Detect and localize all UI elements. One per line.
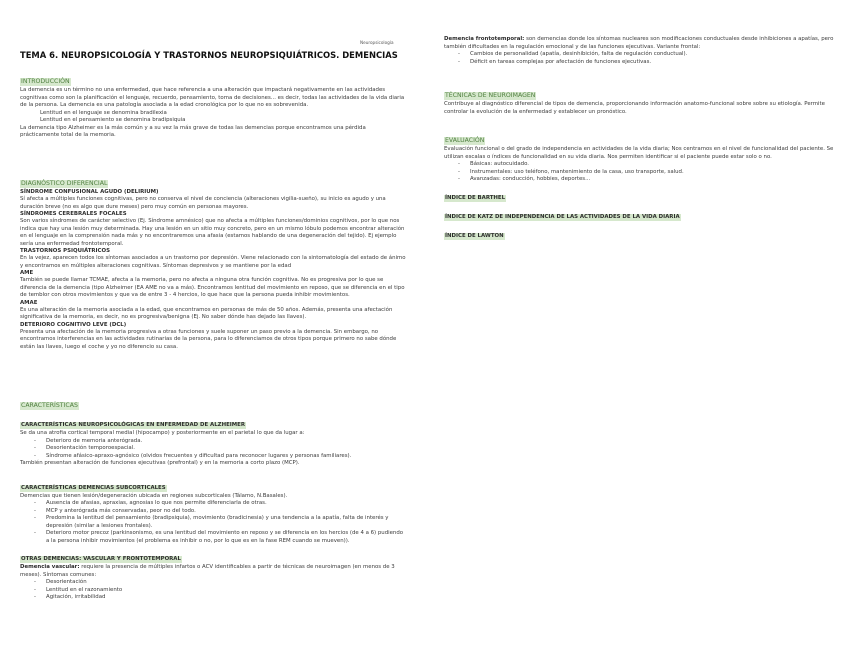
- subcortical-intro: Demencias que tienen lesión/degeneración ubicada en regiones subcorticales (Tálamo, N.Basales).: [20, 492, 288, 499]
- katz-index-heading: ÍNDICE DE KATZ DE INDEPENDENCIA DE LAS ACTIVIDADES DE LA VIDA DIARIA: [445, 213, 680, 220]
- amae-text: Es una alteración de la memoria asociada a la edad, que encontramos en personas de más de 50 años. Además, presenta una afectación significativa de la memoria, es decir, no es progresiva/benigna (Ej. No saber dónde has dejado las llaves).: [20, 306, 393, 320]
- intro-heading: INTRODUCCIÓN: [21, 78, 70, 85]
- page-title: TEMA 6. NEUROPSICOLOGÍA Y TRASTORNOS NEUROPSIQUIÁTRICOS. DEMENCIAS: [20, 50, 398, 60]
- list-item: - Cambios de personalidad (apatía, desinhibición, falta de regulación conductual).: [470, 51, 836, 59]
- alzheimer-list: [20, 438, 406, 461]
- delirium-subheading: SÍNDROME CONFUSIONAL AGUDO (DELIRIUM): [20, 189, 159, 195]
- neuroimaging-section: [444, 82, 836, 116]
- focal-subheading: SÍNDROMES CEREBRALES FOCALES: [20, 211, 127, 217]
- frontotemporal-text: son demencias donde los síntomas nucleares son modificaciones conductuales desde inhibiciones a apatías, pero también dificultades en la regulación emocional y de las funciones ejecutivas. Variante frontal:: [444, 36, 834, 50]
- characteristics-heading: CARACTERÍSTICAS: [21, 402, 78, 409]
- dcl-text: Presenta una afectación de la memoria progresiva a otras funciones y suele suponer un paso previo a la demencia. Sin embargo, no encontramos interferencias en las actividades rutinarias de la persona, para lo diferenciamos de otros tipos porque primero no sabe dónde están las llaves, luego el coche y yo no diferencio su casa.: [20, 328, 397, 350]
- intro-line-bradilexia: Lentitud en el lenguaje se denomina bradilexia: [40, 109, 167, 116]
- list-item: - Deterioro de memoria anterógrada.: [46, 438, 406, 446]
- other-dementias-subheading: OTRAS DEMENCIAS: VASCULAR Y FRONTOTEMPORAL: [21, 556, 181, 562]
- focal-text: Son varios síndromes de carácter selectivo (Ej. Síndrome amnésico) que no afecta a múltiples funciones/dominios cognitivos, por lo que nos indica que hay una lesión muy determinada. Hay una lesión en un sitio muy concreto, pero en un mismo lóbulo podemos encontrar alteración en el lenguaje en la comprensión nada más y no encontraremos una afasia (estamos hablando de una degeneración del tejido). Ej ejemplo sería una enfermedad frontotemporal.: [20, 218, 405, 247]
- frontotemporal-section: [444, 36, 836, 66]
- list-item: - Lentitud en el razonamiento: [46, 587, 406, 595]
- list-item: - Déficit en tareas complejas por afectación de funciones ejecutivas.: [470, 59, 836, 67]
- barthel-index-heading: ÍNDICE DE BARTHEL: [445, 194, 506, 201]
- intro-section: [20, 68, 406, 140]
- characteristics-section: [20, 392, 406, 602]
- list-item: - Desorientación: [46, 579, 406, 587]
- vascular-paragraph: [20, 564, 406, 579]
- psychiatric-text: En la vejez, aparecen todos los síntomas asociados a un trastorno por depresión. Viene relacionado con la sintomatología del estado de ánimo y encontramos en múltiples alteraciones cognitivas. Síntomas depresivos y se mantiene por la edad: [20, 255, 406, 269]
- neuroimaging-text: Contribuye al diagnóstico diferencial de tipos de demencia, proporcionando información anatomo-funcional sobre sobre su etiología. Permite controlar la evolución de la enfermedad y establecer un pronóstico.: [444, 101, 825, 115]
- alzheimer-intro: Se da una atrofia cortical temporal medial (hipocampo) y posteriormente en el parietal lo que da lugar a:: [20, 430, 305, 436]
- frontotemporal-label: Demencia frontotemporal:: [444, 36, 525, 42]
- alzheimer-outro: También presentan alteración de funciones ejecutivas (prefrontal) y en la memoria a corto plazo (MCP).: [20, 460, 300, 466]
- dcl-subheading: DETERIORO COGNITIVO LEVE (DCL): [20, 321, 127, 328]
- intro-line-bradipsiquia: Lentitud en el pensamiento se denomina bradipsiquia: [40, 117, 186, 123]
- lawton-index-heading: ÍNDICE DE LAWTON: [445, 232, 504, 239]
- list-item: - Agitación, irritabilidad: [46, 594, 406, 602]
- vascular-list: [20, 579, 406, 602]
- subcortical-list: [20, 500, 406, 545]
- evaluation-section: [444, 127, 836, 241]
- frontotemporal-list: [444, 51, 836, 66]
- differential-section: [20, 170, 406, 351]
- list-item: - Avanzadas: conducción, hobbies, deportes...: [470, 176, 836, 184]
- list-item: - Básicas: autocuidado.: [470, 161, 836, 169]
- psychiatric-subheading: TRASTORNOS PSIQUIÁTRICOS: [20, 248, 110, 254]
- neuroimaging-heading: TÉCNICAS DE NEUROIMAGEN: [445, 92, 536, 99]
- differential-heading: DIAGNÓSTICO DIFERENCIAL: [21, 180, 108, 187]
- list-item: - Instrumentales: uso teléfono, mantenimiento de la casa, uso transporte, salud.: [470, 169, 836, 177]
- intro-paragraph-1: La demencia es un término no una enfermedad, que hace referencia a una alteración que impactará negativamente en las actividades cognitivas como son la planificación el lenguaje, recuerdo, pensamiento, toma de decisiones... es decir, todas las actividades de la vida diaria de la persona. La demencia es una patología asociada a la edad cronológica por lo que no es sobrevenida.: [20, 87, 405, 108]
- evaluation-list: [444, 161, 836, 184]
- subcortical-subheading: CARACTERÍSTICAS DEMENCIAS SUBCORTICALES: [21, 484, 166, 491]
- evaluation-heading: EVALUACIÓN: [445, 137, 485, 144]
- alzheimer-subheading: CARACTERÍSTICAS NEUROPSICOLÓGICAS EN ENFERMEDAD DE ALZHEIMER: [21, 422, 245, 428]
- vascular-label: Demencia vascular:: [20, 564, 80, 570]
- vascular-text: requiere la presencia de múltiples infartos o ACV identificables a partir de técnicas de neuroimagen (en menos de 3 meses). Síntomas comunes:: [20, 564, 395, 578]
- amae-subheading: AMAE: [20, 299, 38, 306]
- list-item: - MCP y anterógrada más conservadas, peor no del todo.: [46, 508, 406, 516]
- running-head: Neuropsicología: [360, 40, 394, 45]
- intro-paragraph-2: La demencia tipo Alzheimer es la más común y a su vez la más grave de todas las demencias porque encontramos una pérdida prácticamente total de la memoria.: [20, 124, 366, 138]
- list-item: - Ausencia de afasias, apraxias, agnosias lo que nos permite diferenciarla de otras.: [46, 500, 406, 508]
- list-item: - Desorientación temporoespacial.: [46, 445, 406, 453]
- delirium-text: Sí afecta a múltiples funciones cognitivas, pero no conserva el nivel de conciencia (alteraciones vigilia-sueño), su inicio es agudo y una duración breve (no es algo que dure meses) pero muy común en personas mayores.: [20, 196, 386, 210]
- evaluation-text: Evaluación funcional o del grado de independencia en actividades de la vida diaria; Nos centramos en el nivel de funcionalidad del paciente. Se utilizan escalas o índices de funcionalidad en su vida diaria. Nos permiten identificar si el paciente puede estar solo o no.: [444, 146, 834, 160]
- ame-text: También se puede llamar TCMAE, afecta a la memoria, pero no afecta a ninguna otra función cognitiva. No es progresiva por lo que se diferencia de la demencia (tipo Alzheimer (EA AME no va a más). Encontramos lentitud del movimiento en reposo, que se diferencia en el tipo de temblor con otros movimientos y que va de entre 3 - 4 hercios, lo que hace que la persona pueda inhibir movimientos.: [20, 277, 405, 298]
- list-item: - Síndrome afásico-apraxo-agnósico (olvidos frecuentes y dificultad para reconocer lugares y personas familiares).: [46, 453, 406, 461]
- ame-subheading: AME: [20, 270, 34, 276]
- list-item: - Predomina la lentitud del pensamiento (bradipsiquia), movimiento (bradicinesia) y una tendencia a la apatía, falta de interés y depresión (similar a lesiones frontales).: [46, 515, 406, 530]
- frontotemporal-paragraph: [444, 36, 836, 51]
- list-item: - Deterioro motor precoz (parkinsonismo, es una lentitud del movimiento en reposo y se diferencia en los hercios (de 4 a 6) pudiendo a la persona inhibir movimientos (el problema es inhibir o no, por lo que es en la fase REM cuando se mueven)).: [46, 530, 406, 545]
